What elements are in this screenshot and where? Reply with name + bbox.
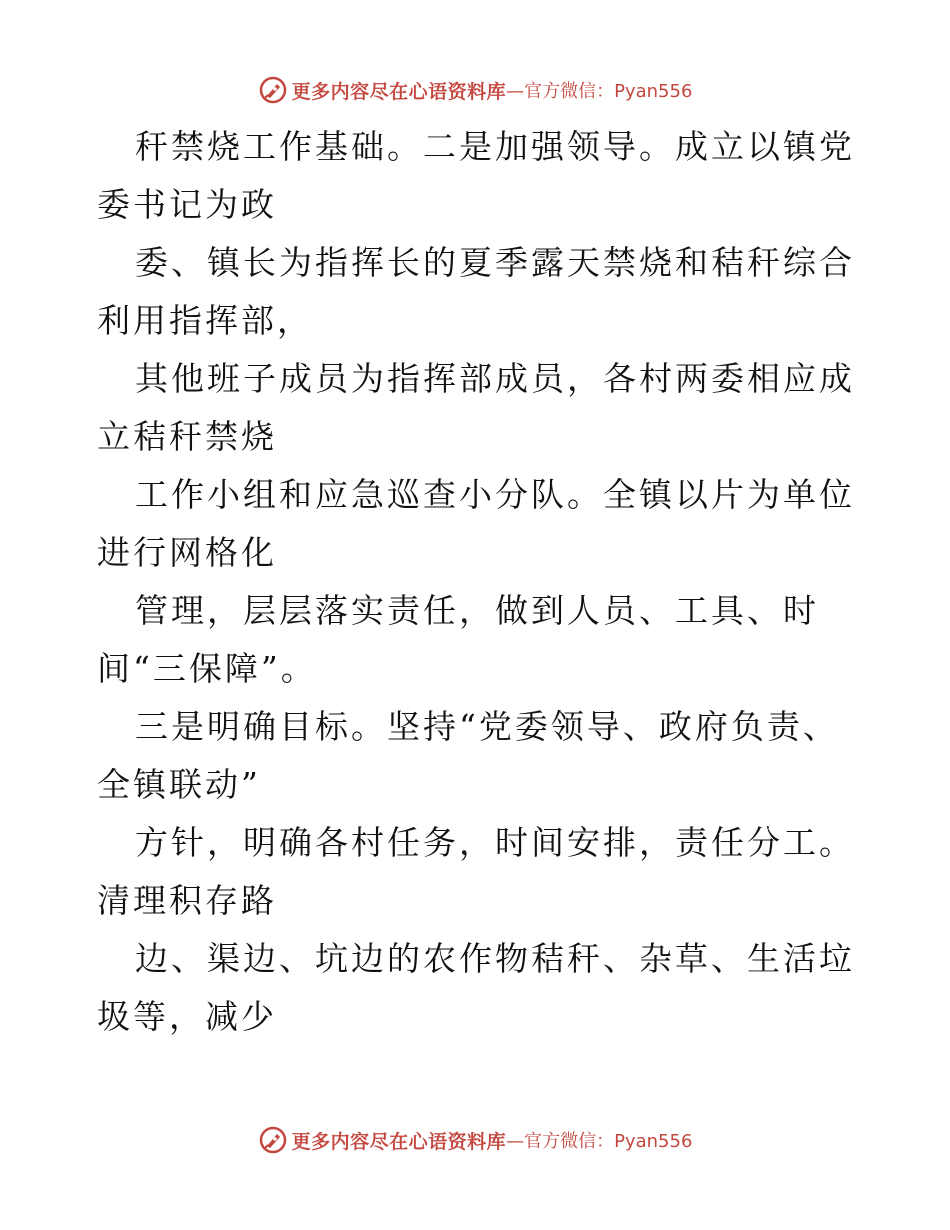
footer-watermark <box>0 1122 950 1158</box>
document-body <box>97 118 857 1046</box>
paragraph: 边、渠边、坑边的农作物秸秆、杂草、生活垃圾等，减少 <box>97 939 855 1036</box>
pen-nib-logo-icon <box>258 1125 288 1155</box>
paragraph: 管理，层层落实责任，做到人员、工具、时间“三保障”。 <box>97 591 819 688</box>
watermark-wechat: —官方微信：Pyan556 <box>506 1131 693 1152</box>
paragraph: 秆禁烧工作基础。二是加强领导。成立以镇党委书记为政 <box>97 127 855 224</box>
paragraph: 工作小组和应急巡查小分队。全镇以片为单位进行网格化 <box>97 475 855 572</box>
watermark-wechat: —官方微信：Pyan556 <box>506 81 693 102</box>
paragraph: 方针，明确各村任务，时间安排，责任分工。清理积存路 <box>97 823 855 920</box>
watermark-text: 更多内容尽在心语资料库 <box>291 80 507 103</box>
pen-nib-logo-icon <box>258 75 288 105</box>
paragraph: 其他班子成员为指挥部成员，各村两委相应成立秸秆禁烧 <box>97 359 855 456</box>
paragraph: 委、镇长为指挥长的夏季露天禁烧和秸秆综合利用指挥部， <box>97 243 855 340</box>
watermark-text: 更多内容尽在心语资料库 <box>291 1130 507 1153</box>
paragraph: 三是明确目标。坚持“党委领导、政府负责、全镇联动” <box>97 707 839 804</box>
header-watermark <box>0 72 950 108</box>
